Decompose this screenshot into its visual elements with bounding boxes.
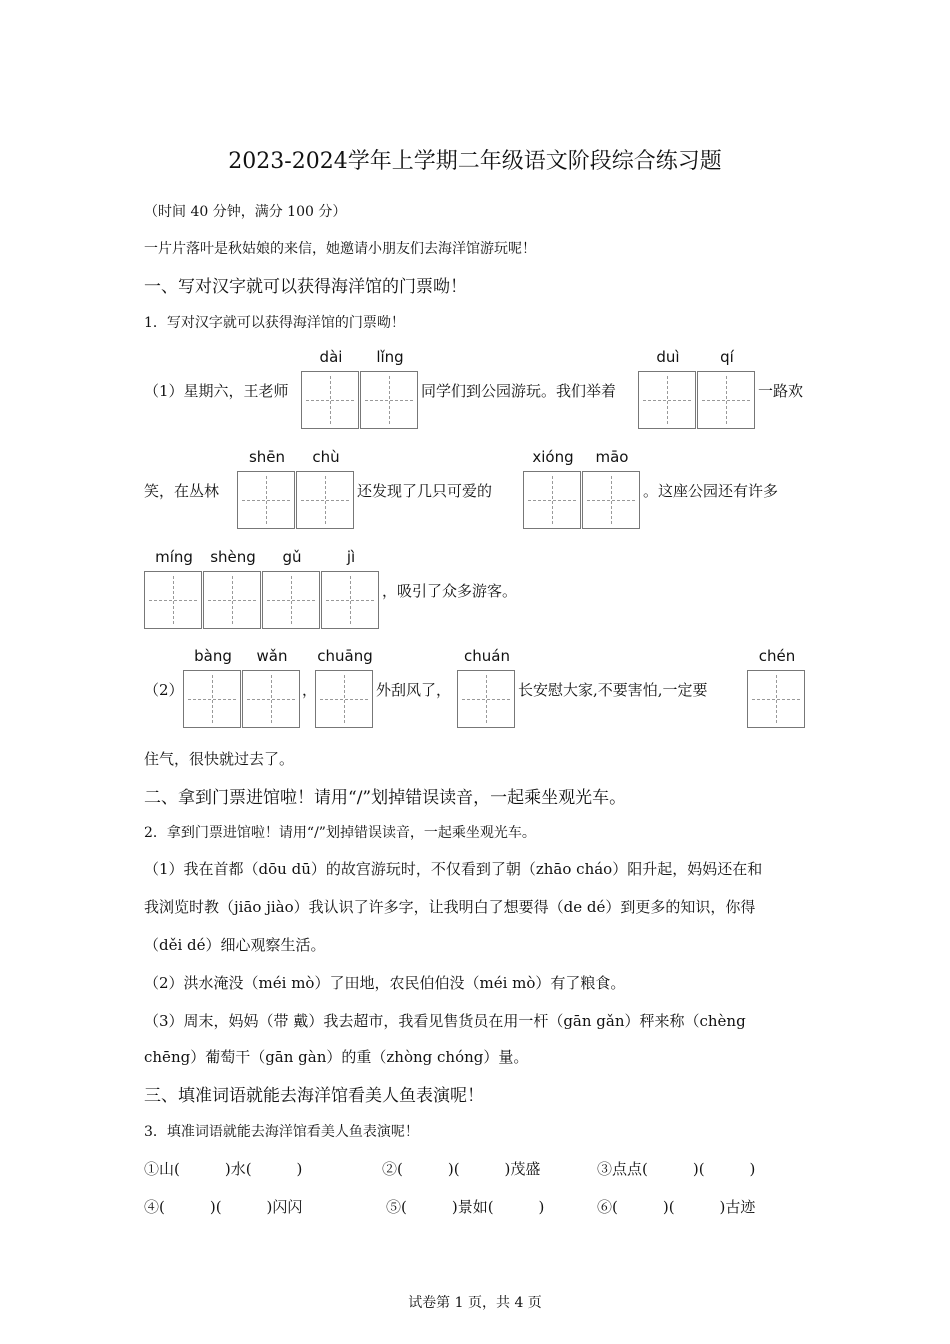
p4-comma: ， [302,681,318,699]
q2-line5: （3）周末，妈妈（带 戴）我去超市，我看见售货员在用一杆（gān gǎn）秤来称（chèng [144,1012,746,1030]
pinyin-label: bàng [194,647,232,665]
char-grid-chuan [457,647,515,728]
char-grid-duiqi [638,348,755,429]
p5-text: 住气，很快就过去了。 [144,750,295,768]
pinyin-label: chuán [464,647,510,665]
q1-title: 1．写对汉字就可以获得海洋馆的门票呦！ [144,315,405,331]
char-box[interactable] [747,647,805,728]
q3-item-1: ①山( )水( ) [144,1160,303,1178]
pinyin-label: míng [155,548,193,566]
q2-line6: chēng）葡萄干（gān gàn）的重（zhòng chóng）量。 [144,1048,529,1066]
q2-line2: 我浏览时教（jiāo jiào）我认识了许多字，让我明白了想要得（de dé）到更多的知识，你得 [144,898,756,916]
p4-mid2: 长安慰大家,不要害怕,一定要 [518,681,708,699]
pinyin-label: jì [346,548,356,566]
page-footer: 试卷第 1 页，共 4 页 [408,1295,542,1311]
pinyin-label: qí [720,348,734,366]
char-box[interactable] [296,448,354,529]
page-title: 2023-2024学年上学期二年级语文阶段综合练习题 [228,149,722,174]
pinyin-label: māo [595,448,629,466]
pinyin-label: wǎn [256,647,288,665]
char-box[interactable] [237,448,295,529]
q2-line4: （2）洪水淹没（méi mò）了田地，农民伯伯没（méi mò）有了粮食。 [144,974,626,992]
pinyin-label: chuāng [317,647,373,665]
char-grid-chuang [315,647,373,728]
p2-prefix: 笑，在丛林 [144,482,220,500]
q3-item-4: ④( )( )闪闪 [144,1198,303,1216]
q3-item-3: ③点点( )( ) [597,1160,756,1178]
pinyin-label: gǔ [282,548,302,566]
char-box[interactable] [242,647,300,728]
pinyin-label: dài [319,348,343,366]
q3-title: 3．填准词语就能去海洋馆看美人鱼表演呢！ [144,1124,419,1140]
char-box[interactable] [523,448,581,529]
intro-text: 一片片落叶是秋姑娘的来信，她邀请小朋友们去海洋馆游玩呢！ [144,241,536,257]
p4-prefix: （2） [144,681,184,699]
p3-end: ，吸引了众多游客。 [382,582,518,600]
char-grid-chen [747,647,805,728]
char-grid-dailing [301,348,418,429]
q3-item-5: ⑤( )景如( ) [386,1198,545,1216]
p1-mid: 同学们到公园游玩。我们举着 [421,382,617,400]
char-grid-mingshenggji [144,548,379,629]
pinyin-label: shēn [248,448,286,466]
q3-item-6: ⑥( )( )古迹 [597,1198,756,1216]
char-grid-shenchu [237,448,354,529]
pinyin-label: xióng [532,448,574,466]
q3-item-2: ②( )( )茂盛 [382,1160,541,1178]
q2-title: 2．拿到门票进馆啦！请用“/”划掉错误读音，一起乘坐观光车。 [144,825,536,841]
p1-prefix: （1）星期六，王老师 [144,382,289,400]
char-box[interactable] [697,348,755,429]
section1-heading: 一、写对汉字就可以获得海洋馆的门票呦！ [144,277,467,297]
p1-end: 一路欢 [758,382,804,400]
char-box[interactable] [315,647,373,728]
char-box[interactable] [457,647,515,728]
char-box[interactable] [301,348,359,429]
char-box[interactable] [638,348,696,429]
section3-heading: 三、填准词语就能去海洋馆看美人鱼表演呢！ [144,1086,484,1106]
p4-mid1: 外刮风了， [376,681,452,699]
char-grid-xiongmao [523,448,640,529]
pinyin-label: shèng [210,548,256,566]
char-box[interactable] [183,647,241,728]
q2-line3: （děi dé）细心观察生活。 [144,936,326,954]
pinyin-label: chén [758,647,796,665]
p2-mid: 还发现了几只可爱的 [357,482,493,500]
pinyin-label: duì [656,348,680,366]
char-box[interactable] [262,548,320,629]
char-box[interactable] [321,548,379,629]
char-box[interactable] [144,548,202,629]
char-box[interactable] [360,348,418,429]
q2-line1: （1）我在首都（dōu dū）的故宫游玩时，不仅看到了朝（zhāo cháo）阳升起，妈妈还在和 [144,860,763,878]
pinyin-label: chù [312,448,340,466]
time-note: （时间 40 分钟，满分 100 分） [144,204,347,220]
char-box[interactable] [203,548,261,629]
char-box[interactable] [582,448,640,529]
section2-heading: 二、拿到门票进馆啦！请用“/”划掉错误读音，一起乘坐观光车。 [144,788,627,808]
p2-end: 。这座公园还有许多 [643,482,779,500]
char-grid-bangwan [183,647,300,728]
pinyin-label: lǐng [376,348,404,366]
